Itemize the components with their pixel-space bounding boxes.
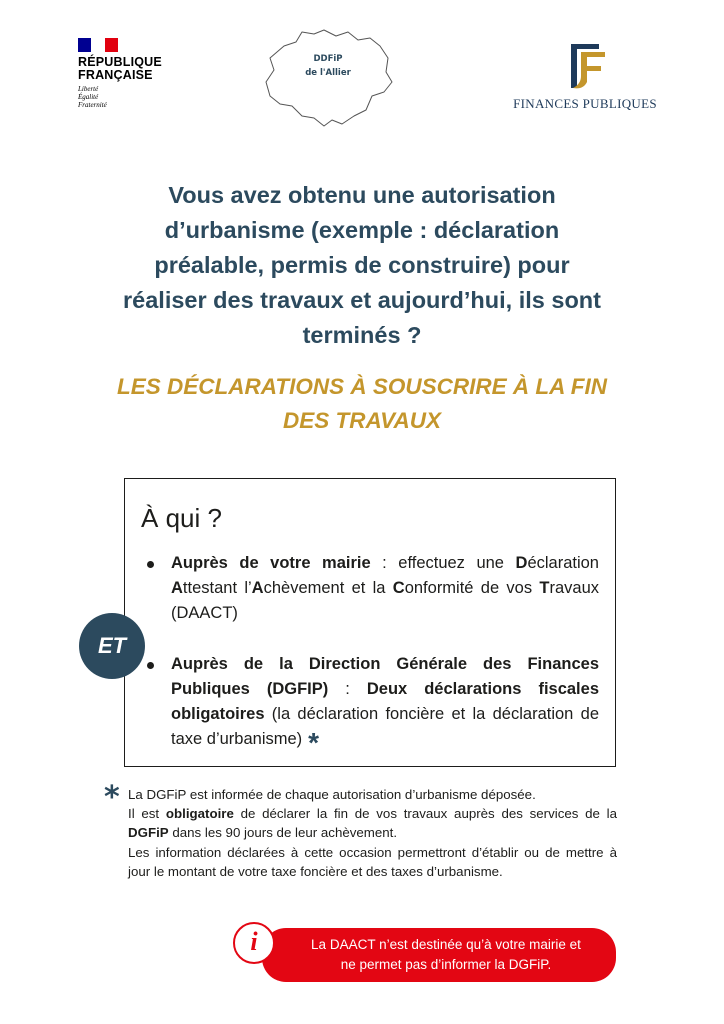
ddfip-label: DDFiP de l'Allier [305,54,351,78]
intro-heading: Vous avez obtenu une autorisation d’urbanisme (exemple : déclaration préalable, permis de construire) pour réaliser des travaux et aujourd’hui, ils sont terminés ? [123,182,601,348]
ddfip-allier-logo [262,26,394,130]
asterisk-icon: * [308,727,320,758]
info-callout: La DAACT n’est destinée qu’à votre mairie et ne permet pas d’informer la DGFiP. [262,928,616,982]
republique-francaise-logo [78,38,188,109]
info-icon: i [233,922,275,964]
section-title: LES DÉCLARATIONS À SOUSCRIRE À LA FIN DES TRAVAUX [116,374,607,433]
finances-publiques-logo [505,38,665,118]
footnote-text: La DGFiP est informée de chaque autorisation d’urbanisme déposée. Il est obligatoire de déclarer la fin de vos travaux auprès des services de la DGFiP dans les 90 jours de leur achèvement. Les information déclarées à cette occasion permettront d’établir ou de mettre à jour le montant de votre taxe foncière et des taxes d’urbanisme. [128,787,617,879]
french-flag-icon [78,38,118,52]
box-title: À qui ? [141,503,222,533]
finances-publiques-label: FINANCES PUBLIQUES [513,96,657,111]
list-item-mairie: Auprès de votre mairie : effectuez une Déclaration Attestant l’Achèvement et la Conformité de vos Travaux (DAACT) [171,551,599,626]
footnote-asterisk-icon: * [104,780,120,815]
et-connector-badge: ET [79,613,145,679]
republic-name: RÉPUBLIQUE FRANÇAISE [78,55,162,82]
recipients-box [124,478,616,767]
fp-monogram-icon [555,38,615,94]
republic-motto: Liberté Égalité Fraternité [78,85,107,109]
list-item-dgfip: Auprès de la Direction Générale des Finances Publiques (DGFIP) : Deux déclarations fiscales obligatoires (la déclaration foncière et la déclaration de taxe d’urbanisme) * [171,652,599,752]
